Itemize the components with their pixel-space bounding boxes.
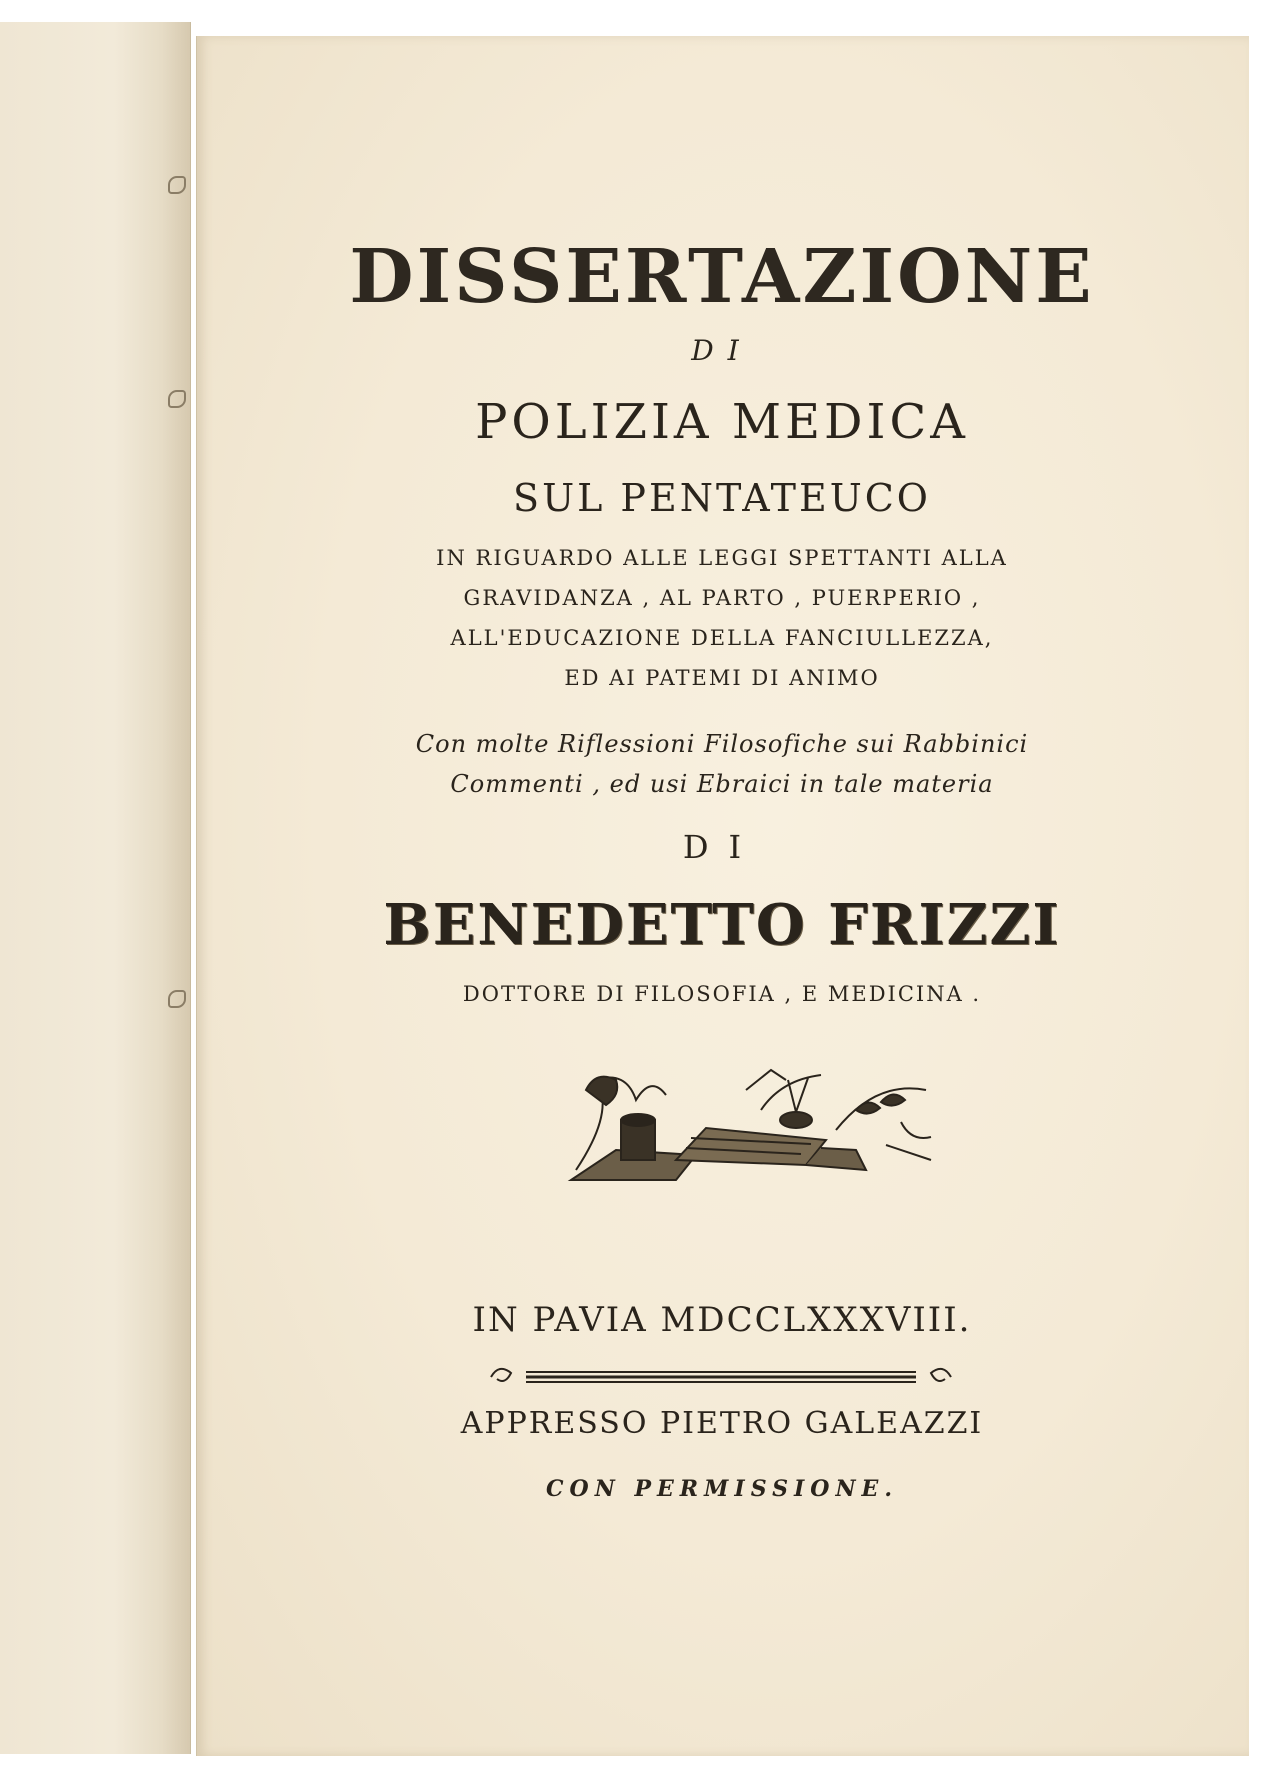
book-title: DISSERTAZIONE: [349, 234, 1095, 320]
binding-stitch-icon: [168, 390, 186, 408]
description-line: ALL'EDUCAZIONE DELLA FANCIULLEZZA,: [450, 626, 994, 650]
author-name: BENEDETTO FRIZZI: [383, 892, 1061, 958]
permission-line: CON PERMISSIONE.: [546, 1476, 898, 1502]
ornamental-rule-icon: [486, 1362, 956, 1392]
woodcut-vignette-icon: [556, 1050, 956, 1200]
book-spine-left-page: [0, 22, 191, 1754]
preposition-di-author: DI: [682, 828, 762, 866]
binding-stitch-icon: [168, 990, 186, 1008]
italic-note-line: Con molte Riflessioni Filosofiche sui Rabbinici: [415, 730, 1029, 758]
italic-note-line: Commenti , ed usi Ebraici in tale materia: [450, 770, 994, 798]
book-subtitle: SUL PENTATEUCO: [513, 476, 931, 520]
description-line: GRAVIDANZA , AL PARTO , PUERPERIO ,: [463, 586, 981, 610]
binding-stitch-icon: [168, 176, 186, 194]
preposition-di: DI: [691, 334, 753, 367]
printer-name: APPRESSO PIETRO GALEAZZI: [460, 1406, 984, 1441]
description-line: ED AI PATEMI DI ANIMO: [564, 666, 880, 690]
imprint-place-date: IN PAVIA MDCCLXXXVIII.: [472, 1300, 972, 1340]
description-line: IN RIGUARDO ALLE LEGGI SPETTANTI ALLA: [436, 546, 1008, 570]
book-subject: POLIZIA MEDICA: [475, 394, 969, 450]
author-degree: DOTTORE DI FILOSOFIA , E MEDICINA .: [462, 982, 982, 1006]
